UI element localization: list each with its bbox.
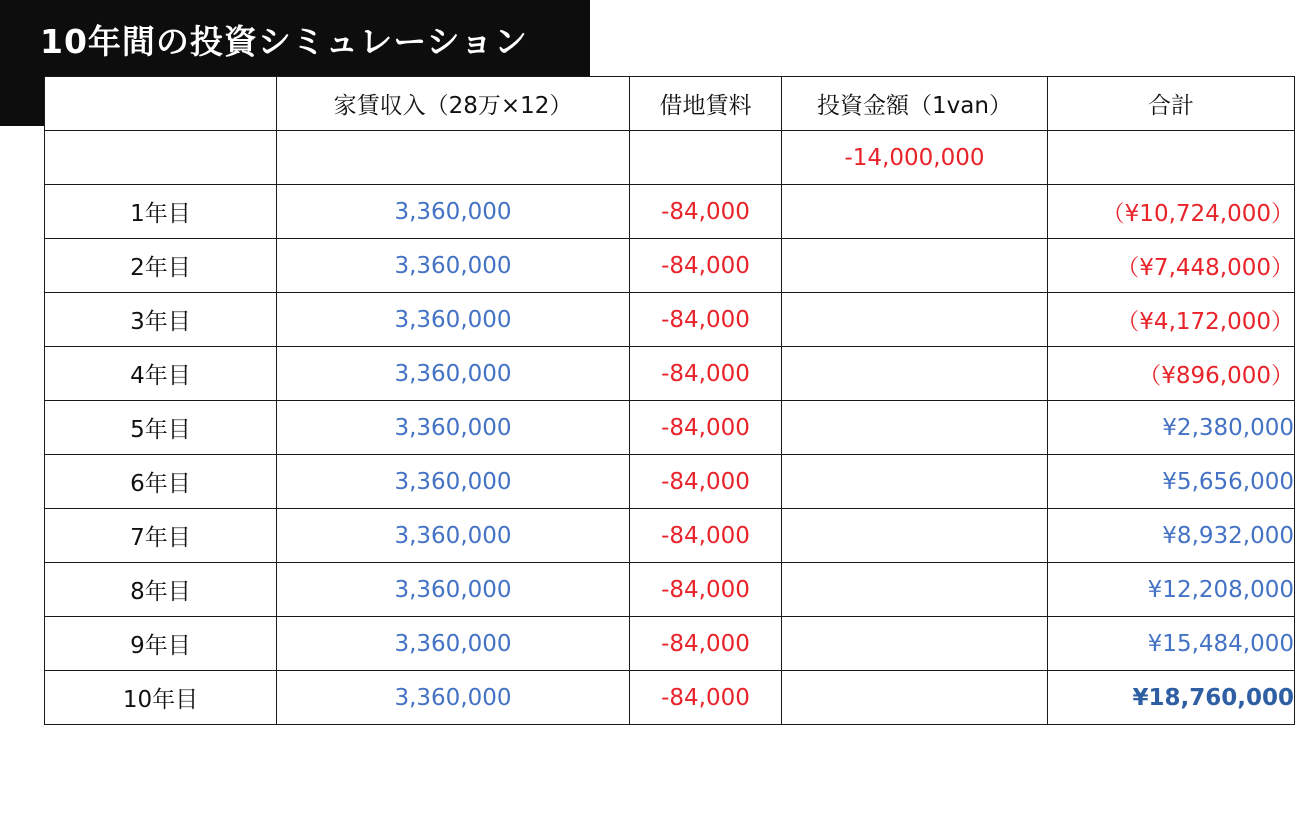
cell-year [45, 131, 277, 185]
cell-rent-income: 3,360,000 [277, 293, 630, 347]
table-row [45, 347, 1295, 401]
cell-total: ¥5,656,000 [1048, 455, 1295, 509]
cell-year: 2年目 [45, 239, 277, 293]
cell-investment-amount [782, 563, 1048, 617]
table-row [45, 293, 1295, 347]
table-row [45, 671, 1295, 725]
cell-total [1048, 131, 1295, 185]
cell-total: ¥15,484,000 [1048, 617, 1295, 671]
cell-rent-income: 3,360,000 [277, 239, 630, 293]
cell-investment-amount [782, 455, 1048, 509]
cell-lease-fee: -84,000 [630, 617, 782, 671]
cell-investment-amount [782, 401, 1048, 455]
table-header [45, 77, 1295, 131]
cell-rent-income: 3,360,000 [277, 617, 630, 671]
cell-total: ¥12,208,000 [1048, 563, 1295, 617]
cell-rent-income: 3,360,000 [277, 185, 630, 239]
cell-total: （¥10,724,000） [1048, 185, 1295, 239]
cell-lease-fee: -84,000 [630, 347, 782, 401]
cell-year: 6年目 [45, 455, 277, 509]
table-row [45, 455, 1295, 509]
cell-lease-fee: -84,000 [630, 563, 782, 617]
cell-investment-amount [782, 617, 1048, 671]
cell-total: （¥896,000） [1048, 347, 1295, 401]
cell-year: 5年目 [45, 401, 277, 455]
header-cell-lease: 借地賃料 [630, 77, 782, 131]
cell-rent-income: 3,360,000 [277, 347, 630, 401]
simulation-table-container [44, 76, 1294, 725]
cell-rent-income: 3,360,000 [277, 509, 630, 563]
table-row [45, 401, 1295, 455]
cell-lease-fee: -84,000 [630, 293, 782, 347]
table-row [45, 185, 1295, 239]
cell-investment-amount [782, 509, 1048, 563]
cell-rent-income: 3,360,000 [277, 563, 630, 617]
cell-lease-fee: -84,000 [630, 401, 782, 455]
table-row [45, 617, 1295, 671]
cell-year: 10年目 [45, 671, 277, 725]
cell-rent-income: 3,360,000 [277, 455, 630, 509]
cell-investment-amount [782, 671, 1048, 725]
cell-investment-amount [782, 239, 1048, 293]
cell-year: 1年目 [45, 185, 277, 239]
page-title: 10年間の投資シミュレーション [40, 22, 528, 61]
cell-year: 8年目 [45, 563, 277, 617]
cell-rent-income: 3,360,000 [277, 401, 630, 455]
cell-year: 7年目 [45, 509, 277, 563]
cell-lease-fee: -84,000 [630, 185, 782, 239]
cell-rent-income: 3,360,000 [277, 671, 630, 725]
table-row [45, 509, 1295, 563]
cell-total: ¥18,760,000 [1048, 671, 1295, 725]
cell-lease-fee: -84,000 [630, 671, 782, 725]
table-row [45, 239, 1295, 293]
header-cell-rent: 家賃収入（28万×12） [277, 77, 630, 131]
cell-year: 3年目 [45, 293, 277, 347]
simulation-table [44, 76, 1295, 725]
header-cell-year [45, 77, 277, 131]
table-row [45, 563, 1295, 617]
table-body [45, 131, 1295, 725]
header-cell-total: 合計 [1048, 77, 1295, 131]
cell-total: （¥7,448,000） [1048, 239, 1295, 293]
cell-investment-amount [782, 347, 1048, 401]
cell-total: ¥2,380,000 [1048, 401, 1295, 455]
cell-year: 9年目 [45, 617, 277, 671]
header-cell-invest: 投資金額（1van） [782, 77, 1048, 131]
cell-investment-amount [782, 293, 1048, 347]
cell-investment-amount: -14,000,000 [782, 131, 1048, 185]
cell-lease-fee: -84,000 [630, 509, 782, 563]
cell-year: 4年目 [45, 347, 277, 401]
cell-total: ¥8,932,000 [1048, 509, 1295, 563]
cell-lease-fee: -84,000 [630, 455, 782, 509]
cell-total: （¥4,172,000） [1048, 293, 1295, 347]
cell-lease-fee [630, 131, 782, 185]
table-header-row [45, 77, 1295, 131]
table-row [45, 131, 1295, 185]
cell-lease-fee: -84,000 [630, 239, 782, 293]
cell-rent-income [277, 131, 630, 185]
cell-investment-amount [782, 185, 1048, 239]
